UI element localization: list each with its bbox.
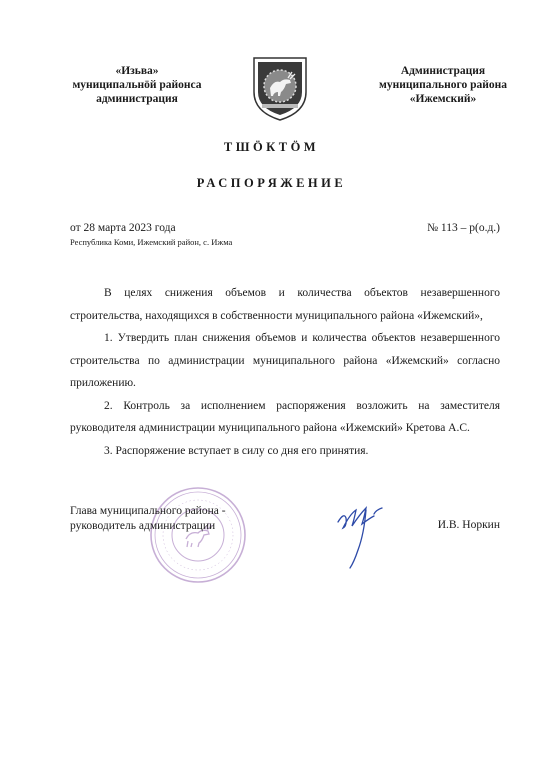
handwritten-signature [330, 488, 390, 572]
header-russian-line: Администрация [400, 65, 486, 77]
paragraph-item-3: 3. Распоряжение вступает в силу со дня его принятия. [104, 444, 369, 457]
header-russian-line: «Ижемский» [409, 93, 477, 105]
signatory-position-line: руководитель администрации [70, 520, 216, 532]
header-komi-line: «Изьва» [115, 65, 159, 77]
title-komi: ТШӦКТӦМ [223, 140, 320, 154]
header-komi [52, 64, 222, 106]
header-russian-line: муниципального района [379, 79, 507, 91]
header-russian [358, 64, 528, 106]
paragraph-preamble: В целях снижения объемов и количества объектов незавершенного строительства, находящихся в собственности муниципального района «Ижемский», [70, 287, 500, 322]
signatory-name: И.В. Норкин [437, 519, 500, 531]
coat-of-arms-icon [248, 52, 312, 122]
official-stamp-icon [148, 485, 248, 585]
title-russian: РАСПОРЯЖЕНИЕ [196, 176, 347, 190]
signatory-position-line: Глава муниципального района - [70, 505, 226, 517]
document-number: № 113 – р(о.д.) [427, 222, 500, 234]
paragraph-item-2: 2. Контроль за исполнением распоряжения возложить на заместителя руководителя администрации муниципального района «Ижемский» Кретова А.С. [70, 399, 500, 434]
header-komi-line: администрация [96, 93, 178, 105]
document-place: Республика Коми, Ижемский район, с. Ижма [70, 237, 233, 247]
header-komi-line: муниципальнӧй районса [72, 79, 202, 91]
document-body [70, 282, 500, 462]
document-date: от 28 марта 2023 года [70, 222, 176, 234]
signatory-position [70, 504, 226, 534]
paragraph-item-1: 1. Утвердить план снижения объемов и количества объектов незавершенного строительства по администрации муниципального района «Ижемский» согласно приложению. [70, 332, 500, 389]
